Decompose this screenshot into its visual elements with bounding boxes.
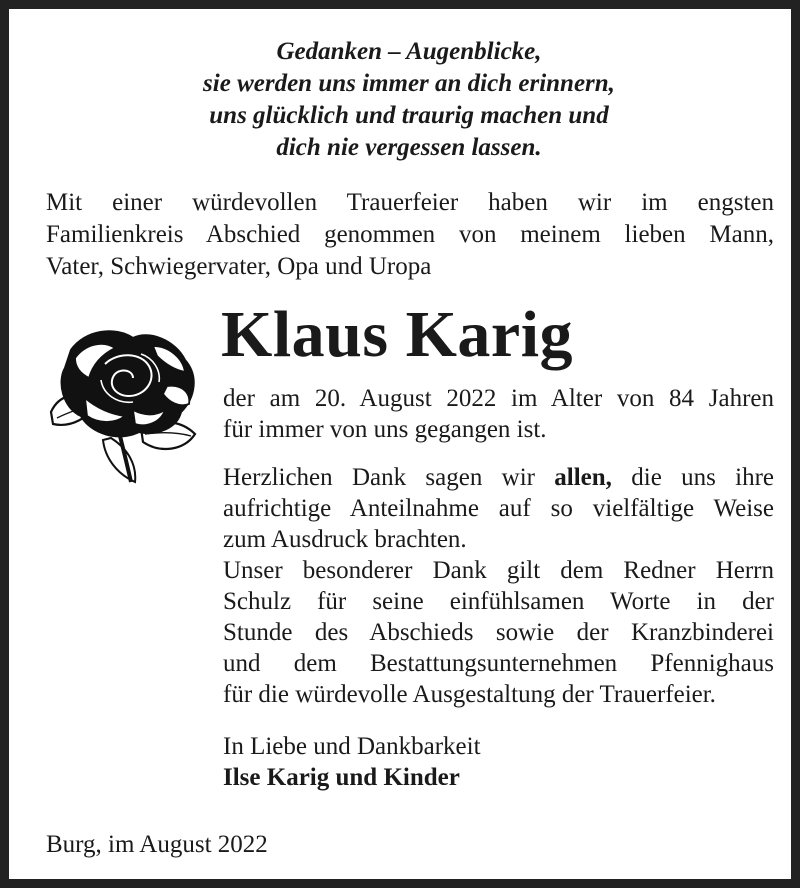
rose-icon [45,324,201,486]
thanks-emphasis: allen, [554,464,612,491]
intro-line: Vater, Schwiegervater, Opa und Uropa [46,253,432,280]
closing-greeting: In Liebe und Dankbarkeit [223,733,481,760]
intro-line: Familienkreis Abschied genommen von meinem lieben Mann, [46,221,774,248]
poem-line: sie werden uns immer an dich erinnern, [203,70,615,97]
special-thanks-line: für die würdevolle Ausgestaltung der Trauerfeier. [223,681,716,708]
notice-line: der am 20. August 2022 im Alter von 84 Jahren [223,385,774,412]
special-thanks-line: Stunde des Abschieds sowie der Kranzbinderei [223,619,774,646]
place-date: Burg, im August 2022 [46,831,268,858]
thanks-line: aufrichtige Anteilnahme auf so vielfältige Weise [223,495,774,522]
deceased-name: Klaus Karig [221,298,574,371]
special-thanks-line: Schulz für seine einfühlsamen Worte in der [223,588,774,615]
special-thanks-line: Unser besonderer Dank gilt dem Redner Herrn [223,557,774,584]
intro-paragraph [46,187,774,283]
notice-line: für immer von uns gegangen ist. [223,416,547,443]
intro-line: Mit einer würdevollen Trauerfeier haben wir im engsten [46,189,774,216]
poem [9,36,800,164]
signature: Ilse Karig und Kinder [223,764,460,791]
main-text [223,383,774,793]
poem-line: Gedanken – Augenblicke, [276,38,542,65]
thanks-line: zum Ausdruck brachten. [223,526,467,553]
thanks-text: Herzlichen Dank sagen wir [223,464,555,491]
thanks-text: die uns ihre [611,464,774,491]
special-thanks-line: und dem Bestattungsunternehmen Pfennighaus [223,650,774,677]
thanks-line-1 [223,462,774,493]
poem-line: dich nie vergessen lassen. [276,134,542,161]
poem-line: uns glücklich und traurig machen und [209,102,609,129]
